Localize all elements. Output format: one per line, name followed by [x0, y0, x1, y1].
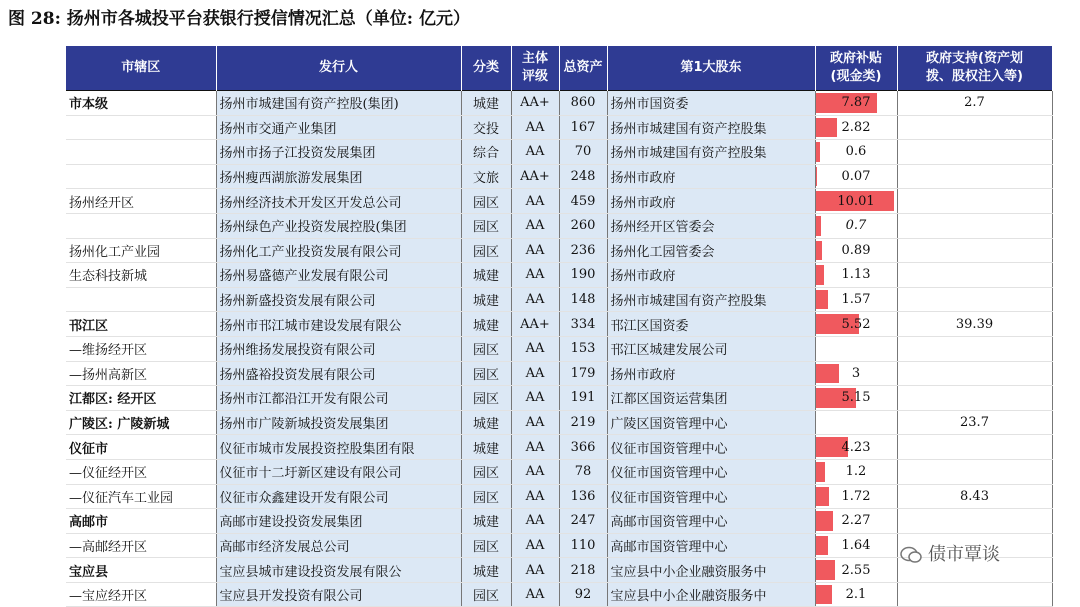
holder-cell: 扬州市国资委 [607, 91, 815, 116]
support-cell [897, 189, 1052, 214]
subsidy-value: 0.7 [845, 218, 867, 234]
holder-cell: 扬州经开区管委会 [607, 213, 815, 238]
support-cell [897, 115, 1052, 140]
holder-cell: 扬州市政府 [607, 263, 815, 288]
type-cell: 城建 [461, 435, 511, 460]
assets-cell: 179 [559, 361, 607, 386]
table-row [66, 189, 1052, 214]
rating-cell: AA [511, 509, 559, 534]
rating-cell: AA [511, 115, 559, 140]
assets-cell: 153 [559, 336, 607, 361]
type-cell: 城建 [461, 312, 511, 337]
region-cell: —仪征汽车工业园 [66, 484, 216, 509]
assets-cell: 136 [559, 484, 607, 509]
holder-cell: 仪征市国资管理中心 [607, 459, 815, 484]
region-cell: —维扬经开区 [66, 336, 216, 361]
subsidy-value: 5.52 [841, 316, 871, 332]
support-cell [897, 164, 1052, 189]
type-cell: 园区 [461, 213, 511, 238]
support-cell [897, 361, 1052, 386]
assets-cell: 260 [559, 213, 607, 238]
subsidy-cell [815, 386, 897, 411]
region-cell: 扬州经开区 [66, 189, 216, 214]
support-cell [897, 140, 1052, 165]
issuer-cell: 扬州新盛投资发展有限公司 [216, 287, 461, 312]
header-holder: 第1大股东 [607, 46, 815, 91]
rating-cell: AA+ [511, 91, 559, 116]
holder-cell: 宝应县中小企业融资服务中 [607, 582, 815, 607]
watermark-text: 债市覃谈 [928, 544, 1000, 565]
region-cell: 江都区: 经开区 [66, 386, 216, 411]
subsidy-cell [815, 509, 897, 534]
region-cell: 市本级 [66, 91, 216, 116]
rating-cell: AA [511, 533, 559, 558]
type-cell: 园区 [461, 189, 511, 214]
subsidy-cell [815, 263, 897, 288]
subsidy-cell [815, 484, 897, 509]
region-cell [66, 115, 216, 140]
table-row [66, 213, 1052, 238]
subsidy-value: 0.07 [841, 169, 871, 185]
subsidy-cell [815, 435, 897, 460]
issuer-cell: 扬州市城建国有资产控股(集团) [216, 91, 461, 116]
assets-cell: 459 [559, 189, 607, 214]
subsidy-cell [815, 189, 897, 214]
table-row [66, 410, 1052, 435]
holder-cell: 扬州化工园管委会 [607, 238, 815, 263]
subsidy-value: 2.55 [841, 562, 871, 578]
support-cell [897, 263, 1052, 288]
issuer-cell: 仪征市十二圩新区建设有限公司 [216, 459, 461, 484]
table-row [66, 484, 1052, 509]
subsidy-value: 2.82 [841, 119, 871, 135]
subsidy-cell [815, 164, 897, 189]
table-row [66, 459, 1052, 484]
region-cell: —宝应经开区 [66, 582, 216, 607]
type-cell: 园区 [461, 361, 511, 386]
subsidy-cell [815, 238, 897, 263]
subsidy-value: 2.1 [845, 587, 867, 603]
rating-cell: AA [511, 435, 559, 460]
table-row [66, 361, 1052, 386]
type-cell: 文旅 [461, 164, 511, 189]
header-rating: 主体 评级 [511, 46, 559, 91]
subsidy-cell [815, 91, 897, 116]
rating-cell: AA [511, 238, 559, 263]
subsidy-cell [815, 312, 897, 337]
rating-cell: AA [511, 263, 559, 288]
issuer-cell: 高邮市经济发展总公司 [216, 533, 461, 558]
assets-cell: 70 [559, 140, 607, 165]
subsidy-cell [815, 115, 897, 140]
issuer-cell: 扬州维扬发展投资有限公司 [216, 336, 461, 361]
subsidy-value: 1.72 [841, 488, 871, 504]
issuer-cell: 高邮市建设投资发展集团 [216, 509, 461, 534]
holder-cell: 扬州市政府 [607, 164, 815, 189]
header-region: 市辖区 [66, 46, 216, 91]
issuer-cell: 仪征市众鑫建设开发有限公司 [216, 484, 461, 509]
assets-cell: 248 [559, 164, 607, 189]
issuer-cell: 扬州市扬子江投资发展集团 [216, 140, 461, 165]
region-cell: 仪征市 [66, 435, 216, 460]
rating-cell: AA [511, 386, 559, 411]
region-cell [66, 164, 216, 189]
holder-cell: 邗江区城建发展公司 [607, 336, 815, 361]
region-cell: —扬州高新区 [66, 361, 216, 386]
issuer-cell: 扬州盛裕投资发展有限公司 [216, 361, 461, 386]
assets-cell: 167 [559, 115, 607, 140]
type-cell: 交投 [461, 115, 511, 140]
support-cell [897, 435, 1052, 460]
holder-cell: 扬州市政府 [607, 361, 815, 386]
rating-cell: AA+ [511, 312, 559, 337]
holder-cell: 宝应县中小企业融资服务中 [607, 558, 815, 583]
type-cell: 城建 [461, 558, 511, 583]
holder-cell: 扬州市城建国有资产控股集 [607, 140, 815, 165]
support-cell: 39.39 [897, 312, 1052, 337]
region-cell: —高邮经开区 [66, 533, 216, 558]
subsidy-cell [815, 336, 897, 361]
assets-cell: 219 [559, 410, 607, 435]
support-cell: 8.43 [897, 484, 1052, 509]
subsidy-value: 2.27 [841, 513, 871, 529]
subsidy-cell [815, 213, 897, 238]
rating-cell: AA [511, 484, 559, 509]
region-cell: 高邮市 [66, 509, 216, 534]
header-subsidy: 政府补贴 (现金类) [815, 46, 897, 91]
assets-cell: 236 [559, 238, 607, 263]
table-row [66, 582, 1052, 607]
subsidy-value: 3 [851, 365, 861, 381]
assets-cell: 191 [559, 386, 607, 411]
region-cell [66, 213, 216, 238]
region-cell: 扬州化工产业园 [66, 238, 216, 263]
subsidy-cell [815, 361, 897, 386]
assets-cell: 190 [559, 263, 607, 288]
holder-cell: 扬州市城建国有资产控股集 [607, 115, 815, 140]
holder-cell: 邗江区国资委 [607, 312, 815, 337]
type-cell: 城建 [461, 287, 511, 312]
type-cell: 园区 [461, 459, 511, 484]
rating-cell: AA [511, 287, 559, 312]
subsidy-cell [815, 410, 897, 435]
issuer-cell: 扬州市江都沿江开发有限公司 [216, 386, 461, 411]
support-cell [897, 386, 1052, 411]
table-row [66, 263, 1052, 288]
support-cell [897, 287, 1052, 312]
holder-cell: 扬州市城建国有资产控股集 [607, 287, 815, 312]
subsidy-value: 10.01 [837, 193, 875, 209]
issuer-cell: 扬州瘦西湖旅游发展集团 [216, 164, 461, 189]
region-cell [66, 287, 216, 312]
subsidy-cell [815, 459, 897, 484]
assets-cell: 247 [559, 509, 607, 534]
table-row [66, 312, 1052, 337]
subsidy-cell [815, 582, 897, 607]
region-cell [66, 140, 216, 165]
type-cell: 城建 [461, 410, 511, 435]
holder-cell: 仪征市国资管理中心 [607, 484, 815, 509]
type-cell: 园区 [461, 238, 511, 263]
rating-cell: AA [511, 189, 559, 214]
type-cell: 城建 [461, 509, 511, 534]
support-cell: 23.7 [897, 410, 1052, 435]
subsidy-cell [815, 558, 897, 583]
assets-cell: 78 [559, 459, 607, 484]
header-support: 政府支持(资产划 拨、股权注入等) [897, 46, 1052, 91]
holder-cell: 扬州市政府 [607, 189, 815, 214]
header-assets: 总资产 [559, 46, 607, 91]
support-cell [897, 509, 1052, 534]
type-cell: 园区 [461, 386, 511, 411]
chat-bubble-icon [900, 546, 922, 564]
holder-cell: 仪征市国资管理中心 [607, 435, 815, 460]
subsidy-value: 1.57 [841, 292, 871, 308]
region-cell: 邗江区 [66, 312, 216, 337]
region-cell: 宝应县 [66, 558, 216, 583]
subsidy-value: 4.23 [841, 439, 871, 455]
issuer-cell: 扬州市交通产业集团 [216, 115, 461, 140]
figure-title: 图 28: 扬州市各城投平台获银行授信情况汇总（单位: 亿元） [8, 9, 470, 29]
subsidy-value: 1.2 [845, 464, 867, 480]
subsidy-cell [815, 533, 897, 558]
assets-cell: 334 [559, 312, 607, 337]
table-row [66, 435, 1052, 460]
assets-cell: 366 [559, 435, 607, 460]
rating-cell: AA [511, 336, 559, 361]
subsidy-value: 1.64 [841, 537, 871, 553]
type-cell: 园区 [461, 533, 511, 558]
support-cell [897, 336, 1052, 361]
issuer-cell: 宝应县城市建设投资发展有限公 [216, 558, 461, 583]
table-row [66, 115, 1052, 140]
table-row [66, 386, 1052, 411]
type-cell: 园区 [461, 336, 511, 361]
subsidy-cell [815, 140, 897, 165]
header-type: 分类 [461, 46, 511, 91]
subsidy-value: 0.6 [845, 144, 867, 160]
assets-cell: 92 [559, 582, 607, 607]
rating-cell: AA [511, 213, 559, 238]
subsidy-value: 7.87 [841, 95, 871, 111]
rating-cell: AA [511, 140, 559, 165]
issuer-cell: 扬州化工产业投资发展有限公司 [216, 238, 461, 263]
table-row [66, 164, 1052, 189]
issuer-cell: 扬州易盛德产业发展有限公司 [216, 263, 461, 288]
subsidy-value: 5.15 [841, 390, 871, 406]
type-cell: 综合 [461, 140, 511, 165]
table-row [66, 238, 1052, 263]
issuer-cell: 宝应县开发投资有限公司 [216, 582, 461, 607]
support-cell: 2.7 [897, 91, 1052, 116]
table-row [66, 140, 1052, 165]
support-cell [897, 582, 1052, 607]
watermark [900, 540, 1000, 566]
holder-cell: 广陵区国资管理中心 [607, 410, 815, 435]
support-cell [897, 459, 1052, 484]
type-cell: 城建 [461, 91, 511, 116]
type-cell: 园区 [461, 484, 511, 509]
rating-cell: AA [511, 361, 559, 386]
type-cell: 城建 [461, 263, 511, 288]
assets-cell: 218 [559, 558, 607, 583]
header-row [66, 46, 1052, 91]
holder-cell: 江都区国资运营集团 [607, 386, 815, 411]
rating-cell: AA [511, 582, 559, 607]
rating-cell: AA [511, 410, 559, 435]
region-cell: —仪征经开区 [66, 459, 216, 484]
region-cell: 广陵区: 广陵新城 [66, 410, 216, 435]
platform-table [66, 46, 1053, 607]
support-cell [897, 238, 1052, 263]
table-row [66, 509, 1052, 534]
table-row [66, 336, 1052, 361]
subsidy-value: 0.89 [841, 242, 871, 258]
assets-cell: 110 [559, 533, 607, 558]
header-issuer: 发行人 [216, 46, 461, 91]
type-cell: 园区 [461, 582, 511, 607]
assets-cell: 148 [559, 287, 607, 312]
issuer-cell: 仪征市城市发展投资控股集团有限 [216, 435, 461, 460]
table-row [66, 91, 1052, 116]
holder-cell: 高邮市国资管理中心 [607, 533, 815, 558]
rating-cell: AA [511, 558, 559, 583]
support-cell [897, 213, 1052, 238]
holder-cell: 高邮市国资管理中心 [607, 509, 815, 534]
subsidy-cell [815, 287, 897, 312]
rating-cell: AA+ [511, 164, 559, 189]
issuer-cell: 扬州市邗江城市建设发展有限公 [216, 312, 461, 337]
issuer-cell: 扬州绿色产业投资发展控股(集团 [216, 213, 461, 238]
region-cell: 生态科技新城 [66, 263, 216, 288]
assets-cell: 860 [559, 91, 607, 116]
issuer-cell: 扬州经济技术开发区开发总公司 [216, 189, 461, 214]
table-row [66, 287, 1052, 312]
issuer-cell: 扬州市广陵新城投资发展集团 [216, 410, 461, 435]
rating-cell: AA [511, 459, 559, 484]
subsidy-value: 1.13 [841, 267, 871, 283]
